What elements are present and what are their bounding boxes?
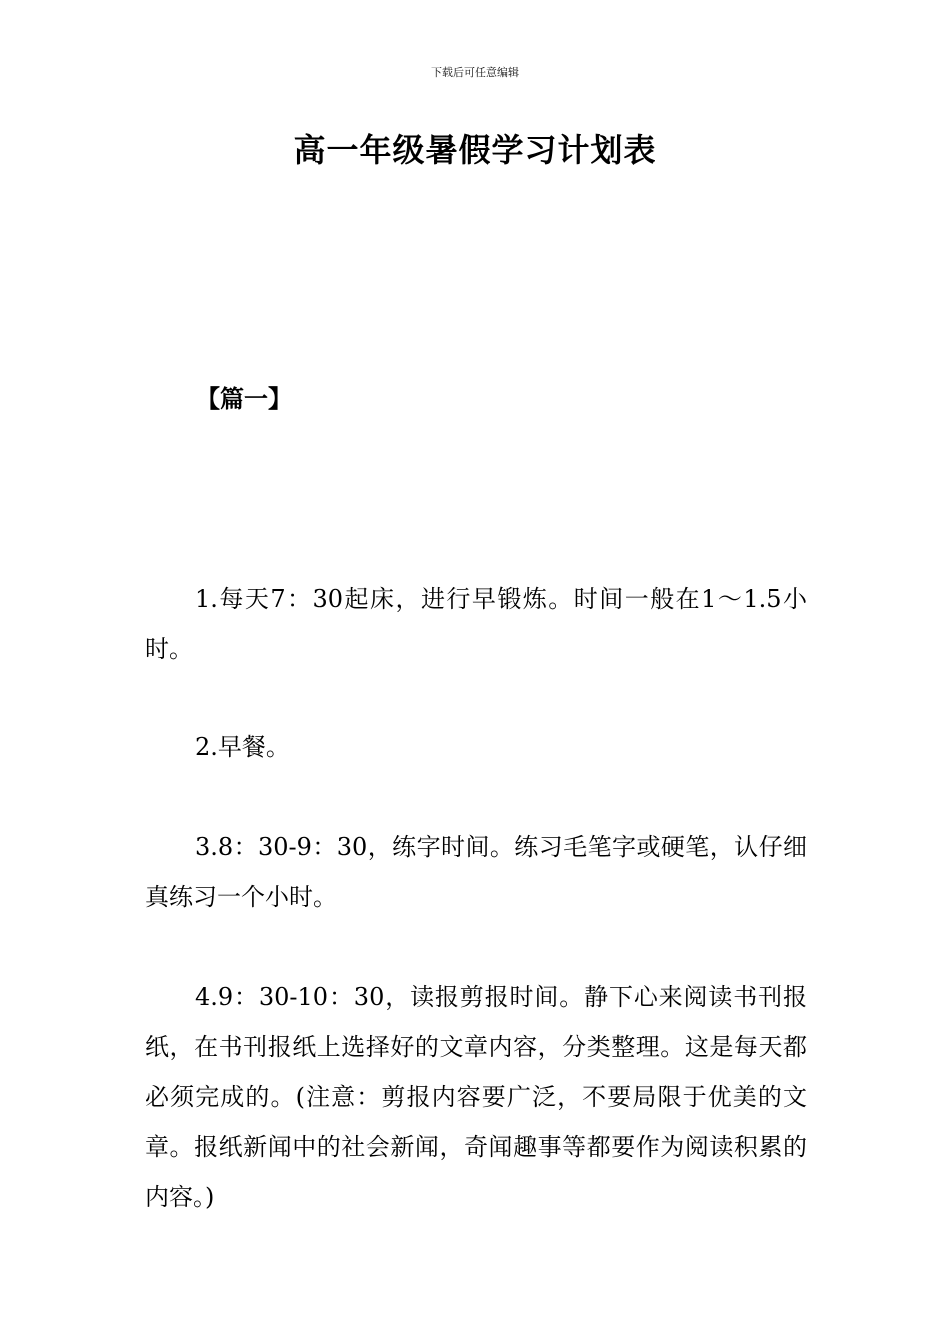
section-label: 【篇一】 [196,385,292,413]
paragraph-3: 3.8：30-9：30，练字时间。练习毛笔字或硬笔，认仔细真练习一个小时。 [145,833,807,911]
document-title: 高一年级暑假学习计划表 [293,131,657,169]
paragraph-1: 1.每天7：30起床，进行早锻炼。时间一般在1～1.5小时。 [145,585,807,663]
header-note: 下载后可任意编辑 [431,66,519,79]
paragraph-2: 2.早餐。 [195,733,290,761]
paragraph-4: 4.9：30-10：30，读报剪报时间。静下心来阅读书刊报纸，在书刊报纸上选择好的文章内容，分类整理。这是每天都必须完成的。(注意：剪报内容要广泛，不要局限于优美的文章。报纸新闻中的社会新闻，奇闻趣事等都要作为阅读积累的内容。) [145,983,807,1211]
